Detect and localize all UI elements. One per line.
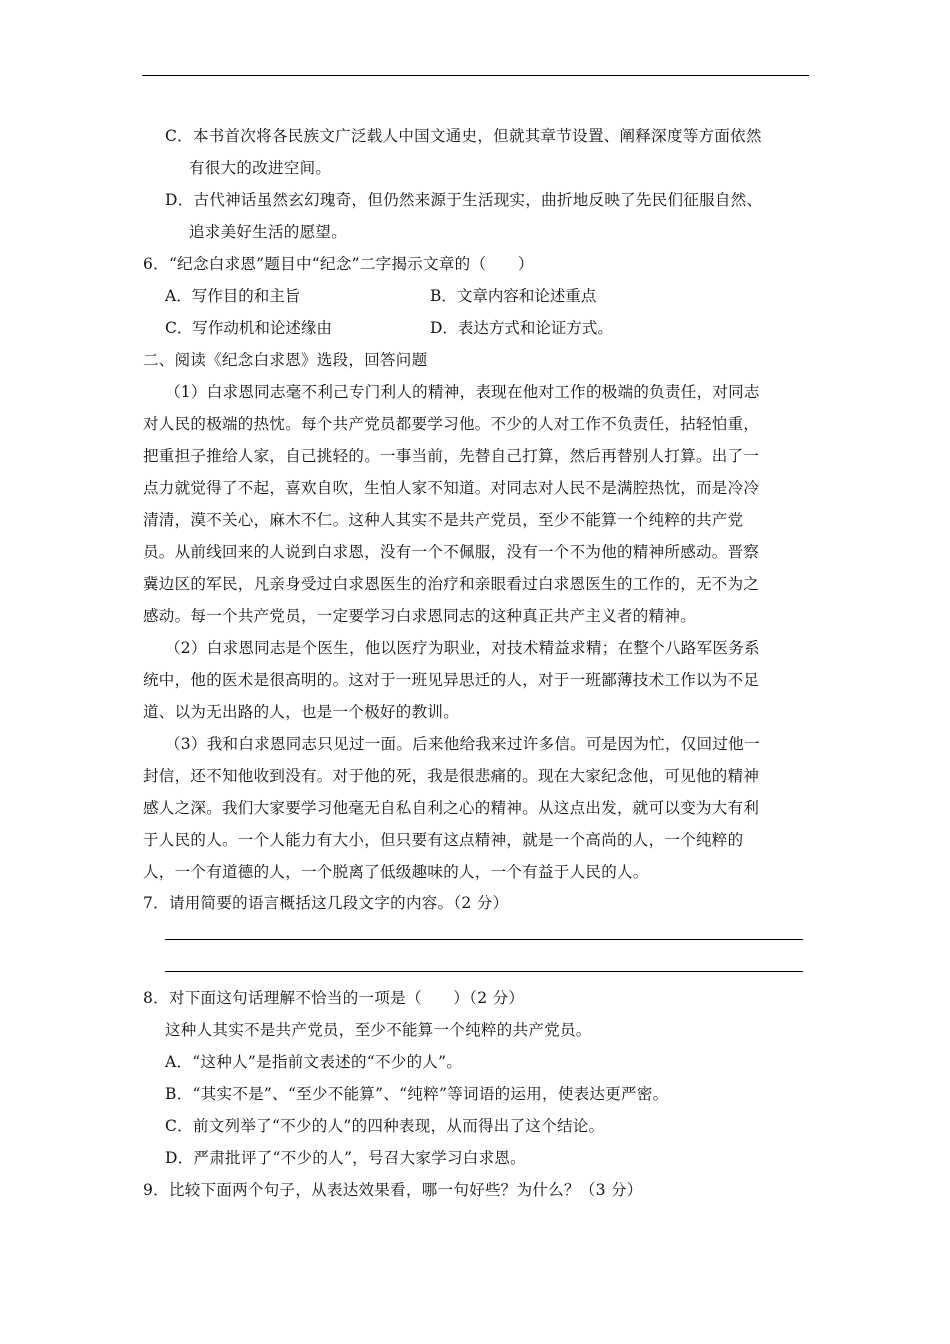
q6-option-d: D．表达方式和论证方式。 (430, 319, 613, 337)
paragraph-1-line: 把重担子推给人家，自己挑轻的。一事当前，先替自己打算，然后再替别人打算。出了一 (143, 447, 760, 465)
paragraph-1-line: 感动。每一个共产党员，一定要学习白求恩同志的这种真正共产主义者的精神。 (143, 607, 697, 625)
paragraph-1-line: 对人民的极端的热忱。每个共产党员都要学习他。不少的人对工作不负责任，拈轻怕重， (143, 415, 760, 433)
question-7: 7．请用简要的语言概括这几段文字的内容。（2 分） (143, 894, 509, 912)
paragraph-3-line: 封信，还不知他收到没有。对于他的死，我是很悲痛的。现在大家纪念他，可见他的精神 (143, 767, 760, 785)
paragraph-1-line: （1）白求恩同志毫不利己专门利人的精神，表现在他对工作的极端的负责任，对同志 (165, 383, 760, 401)
question-6: 6．“纪念白求恩”题目中“纪念”二字揭示文章的（ ） (143, 255, 534, 273)
paragraph-1-line: 清清，漠不关心，麻木不仁。这种人其实不是共产党员，至少不能算一个纯粹的共产党 (143, 511, 744, 529)
q8-quoted-sentence: 这种人其实不是共产党员，至少不能算一个纯粹的共产党员。 (165, 1021, 592, 1039)
paragraph-3-line: （3）我和白求恩同志只见过一面。后来他给我来过许多信。可是因为忙，仅回过他一 (165, 735, 760, 753)
q5-option-d-line2: 追求美好生活的愿望。 (189, 223, 348, 241)
paragraph-1-line: 冀边区的军民，凡亲身受过白求恩医生的治疗和亲眼看过白求恩医生的工作的，无不为之 (143, 575, 760, 593)
question-9: 9．比较下面两个句子，从表达效果看，哪一句好些？为什么？（3 分） (143, 1181, 643, 1199)
section-2-heading: 二、阅读《纪念白求恩》选段，回答问题 (143, 351, 428, 369)
q8-option-c: C．前文列举了“不少的人”的四种表现，从而得出了这个结论。 (165, 1117, 605, 1135)
answer-line-2[interactable] (165, 971, 803, 972)
paragraph-2-line: （2）白求恩同志是个医生，他以医疗为职业，对技术精益求精；在整个八路军医务系 (165, 639, 760, 657)
paragraph-2-line: 道、以为无出路的人，也是一个极好的教训。 (143, 703, 460, 721)
q6-option-c: C．写作动机和论述缘由 (165, 319, 332, 337)
q6-option-a: A．写作目的和主旨 (165, 287, 301, 305)
answer-line-1[interactable] (165, 939, 803, 940)
q6-option-b: B．文章内容和论述重点 (430, 287, 597, 305)
paragraph-3-line: 于人民的人。一个人能力有大小，但只要有这点精神，就是一个高尚的人，一个纯粹的 (143, 831, 744, 849)
paragraph-2-line: 统中，他的医术是很高明的。这对于一班见异思迁的人，对于一班鄙薄技术工作以为不足 (143, 671, 760, 689)
q8-option-d: D．严肃批评了“不少的人”，号召大家学习白求恩。 (165, 1149, 526, 1167)
q5-option-c-line1: C．本书首次将各民族文广泛载人中国文通史，但就其章节设置、阐释深度等方面依然 (165, 127, 762, 145)
paragraph-1-line: 员。从前线回来的人说到白求恩，没有一个不佩服，没有一个不为他的精神所感动。晋察 (143, 543, 760, 561)
q5-option-c-line2: 有很大的改进空间。 (189, 159, 332, 177)
paragraph-3-line: 感人之深。我们大家要学习他毫无自私自利之心的精神。从这点出发，就可以变为大有利 (143, 799, 760, 817)
q8-option-a: A．“这种人”是指前文表述的“不少的人”。 (165, 1053, 463, 1071)
question-8: 8．对下面这句话理解不恰当的一项是（ ）（2 分） (143, 989, 525, 1007)
header-rule (142, 75, 809, 76)
paragraph-3-line: 人，一个有道德的人，一个脱离了低级趣味的人，一个有益于人民的人。 (143, 863, 649, 881)
q8-option-b: B．“其实不是”、“至少不能算”、“纯粹”等词语的运用，使表达更严密。 (165, 1085, 669, 1103)
q5-option-d-line1: D．古代神话虽然玄幻瑰奇，但仍然来源于生活现实，曲折地反映了先民们征服自然、 (165, 191, 763, 209)
paragraph-1-line: 点力就觉得了不起，喜欢自吹，生怕人家不知道。对同志对人民不是满腔热忱，而是冷冷 (143, 479, 760, 497)
